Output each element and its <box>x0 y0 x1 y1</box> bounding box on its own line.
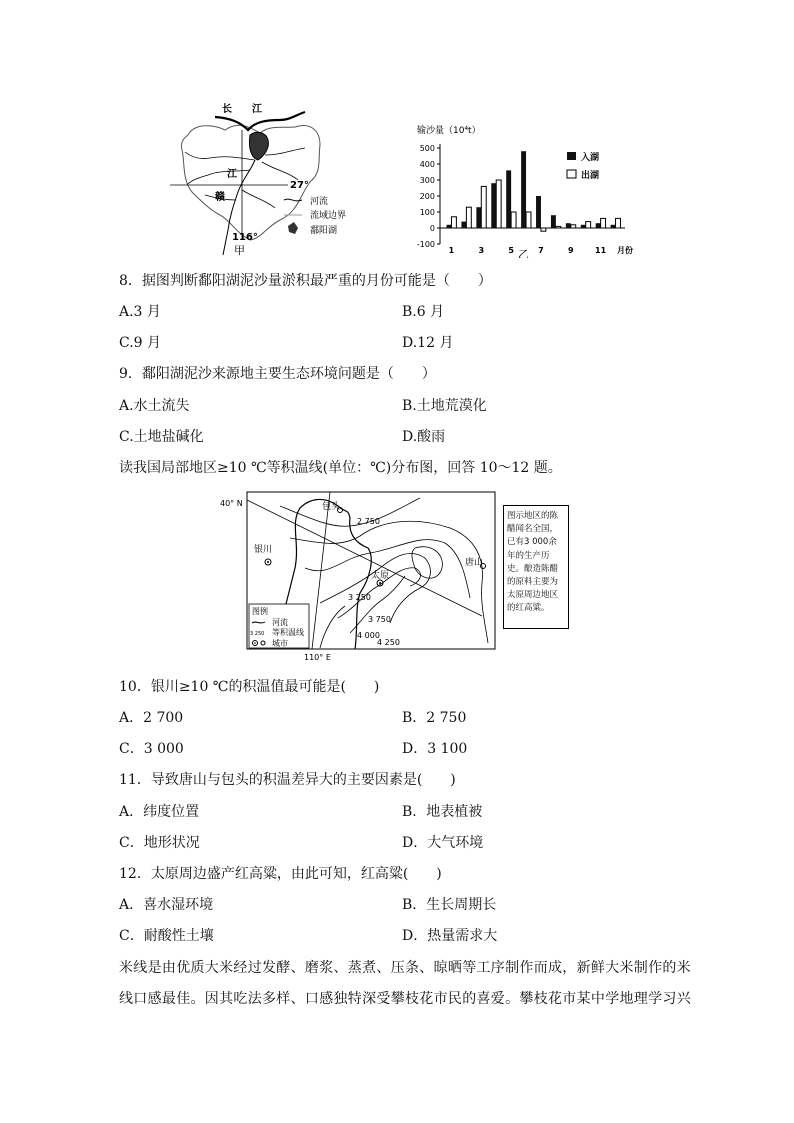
q8-option-a[interactable]: A.3 月 <box>119 304 161 320</box>
q10-option-b[interactable]: B．2 750 <box>402 710 467 726</box>
x-tick-label: 5 <box>508 246 514 255</box>
legend-river: 河流 <box>310 197 329 207</box>
y-tick-label: 100 <box>419 208 435 217</box>
bar-in-1 <box>447 225 452 228</box>
isoline-4000: 4 000 <box>357 631 380 640</box>
bar-out-9 <box>571 225 576 228</box>
intro-text: 读我国局部地区≥10 ℃等积温线(单位：℃)分布图，回答 10～12 题。 <box>119 460 562 476</box>
bar-in-10 <box>581 225 586 228</box>
isoline-3750: 3 750 <box>368 615 391 624</box>
q10-option-a[interactable]: A．2 700 <box>119 710 184 726</box>
bar-out-1 <box>451 217 456 228</box>
q12-option-a[interactable]: A．喜水湿环境 <box>119 897 214 913</box>
legend-isoline: 等积温线 <box>272 628 304 637</box>
bar-in-8 <box>551 215 556 228</box>
q9-option-b[interactable]: B.土地荒漠化 <box>402 398 487 414</box>
legend-city: 城市 <box>272 639 288 648</box>
bar-out-3 <box>481 186 486 228</box>
isoline-2750: 2 750 <box>357 517 380 526</box>
q11-option-c[interactable]: C．地形状况 <box>119 835 200 851</box>
map-poyang-basin <box>170 100 380 260</box>
label-lon: 116° <box>232 232 258 243</box>
q9-stem: 9．鄱阳湖泥沙来源地主要生态环境问题是（ ） <box>119 366 436 382</box>
q11-option-b[interactable]: B．地表植被 <box>402 804 483 820</box>
bar-in-7 <box>536 196 541 228</box>
map-note-box: 图示地区的陈醋闻名全国，已有3 000余年的生产历史。酿造陈醋的原料主要为太原周边地区的红高粱。 <box>503 505 569 629</box>
bar-out-12 <box>616 218 621 228</box>
q10-option-d[interactable]: D．3 100 <box>402 741 468 757</box>
x-unit: 月份 <box>617 246 633 255</box>
q12-option-d[interactable]: D．热量需求大 <box>402 928 498 944</box>
legend-out-swatch <box>567 170 576 178</box>
label-jiang: 江 <box>227 169 237 180</box>
passage-line-1: 米线是由优质大米经过发酵、磨浆、蒸煮、压条、晾晒等工序制作而成，新鲜大米制作的米 <box>119 960 691 976</box>
bar-in-5 <box>506 170 511 228</box>
isotherm-map <box>220 488 500 660</box>
bar-in-6 <box>521 151 526 228</box>
x-tick-label: 1 <box>448 246 455 255</box>
bar-in-4 <box>491 183 496 228</box>
x-tick-label: 7 <box>538 246 544 255</box>
y-tick-label: 0 <box>429 224 435 233</box>
bar-out-2 <box>466 207 471 228</box>
legend-in-label: 入湖 <box>581 153 600 163</box>
label-40n: 40° N <box>220 499 243 508</box>
sediment-bar-chart <box>405 118 650 258</box>
bar-out-7 <box>541 228 546 231</box>
passage-line-2: 线口感最佳。因其吃法多样、口感独特深受攀枝花市民的喜爱。攀枝花市某中学地理学习兴 <box>119 991 691 1007</box>
y-tick-label: 500 <box>419 144 435 153</box>
bar-out-5 <box>511 212 516 228</box>
chart-ylabel: 输沙量（10⁴t） <box>417 126 481 136</box>
q9-option-c[interactable]: C.土地盐碱化 <box>119 429 204 445</box>
q10-option-c[interactable]: C．3 000 <box>119 741 184 757</box>
bar-in-12 <box>611 225 616 228</box>
label-lat: 27° <box>290 180 309 191</box>
legend-isoline-sample: 3 250 <box>250 631 265 637</box>
city-baotou: 包头 <box>322 502 341 512</box>
caption-jia: 甲 <box>234 244 245 257</box>
bar-in-9 <box>566 223 571 228</box>
bar-out-8 <box>556 226 561 228</box>
bar-in-11 <box>596 223 601 228</box>
y-tick-label: 400 <box>419 160 435 169</box>
isoline-3250: 3 250 <box>348 593 371 602</box>
label-chang: 长 <box>222 104 232 115</box>
bar-in-2 <box>461 222 466 228</box>
q8-stem: 8．据图判断鄱阳湖泥沙量淤积最严重的月份可能是（ ） <box>119 273 492 289</box>
bar-out-11 <box>601 218 606 228</box>
legend-lake: 鄱阳湖 <box>310 226 338 236</box>
legend-in-swatch <box>567 152 576 160</box>
label-jiang-top: 江 <box>252 104 262 115</box>
legend-title: 图例 <box>252 607 268 616</box>
q12-option-b[interactable]: B．生长周期长 <box>402 897 497 913</box>
city-taiyuan: 太原 <box>371 571 390 581</box>
y-tick-label: 300 <box>419 176 435 185</box>
q9-option-d[interactable]: D.酸雨 <box>402 429 446 445</box>
q11-option-a[interactable]: A．纬度位置 <box>119 804 200 820</box>
poyang-lake <box>249 132 268 160</box>
bar-out-6 <box>526 212 531 228</box>
x-tick-label: 11 <box>595 246 607 255</box>
x-tick-label: 3 <box>478 246 485 255</box>
bar-out-10 <box>586 222 591 228</box>
q8-option-c[interactable]: C.9 月 <box>119 335 162 351</box>
legend-river-c: 河流 <box>272 618 288 627</box>
q11-stem: 11．导致唐山与包头的积温差异大的主要因素是( ) <box>119 772 456 788</box>
label-110e: 110° E <box>304 653 331 660</box>
q11-option-d[interactable]: D．大气环境 <box>402 835 484 851</box>
q12-option-c[interactable]: C．耐酸性土壤 <box>119 928 214 944</box>
q9-option-a[interactable]: A.水土流失 <box>119 398 190 414</box>
label-gan: 赣 <box>215 192 225 203</box>
bar-in-3 <box>476 207 481 228</box>
q10-stem: 10．银川≥10 ℃的积温值最可能是( ) <box>119 679 380 695</box>
y-tick-label: -100 <box>416 240 435 249</box>
legend-basin: 流域边界 <box>310 211 347 221</box>
x-tick-label: 9 <box>568 246 574 255</box>
y-tick-label: 200 <box>419 192 435 201</box>
bar-out-4 <box>496 180 501 228</box>
caption-yi: 乙 <box>518 248 529 258</box>
q8-option-b[interactable]: B.6 月 <box>402 304 445 320</box>
q12-stem: 12．太原周边盛产红高粱，由此可知，红高粱( ) <box>119 866 442 882</box>
city-tangshan: 唐山 <box>465 558 484 568</box>
isoline-4250: 4 250 <box>377 638 400 647</box>
legend-out-label: 出湖 <box>581 171 600 181</box>
q8-option-d[interactable]: D.12 月 <box>402 335 454 351</box>
city-yinchuan: 银川 <box>254 545 273 555</box>
